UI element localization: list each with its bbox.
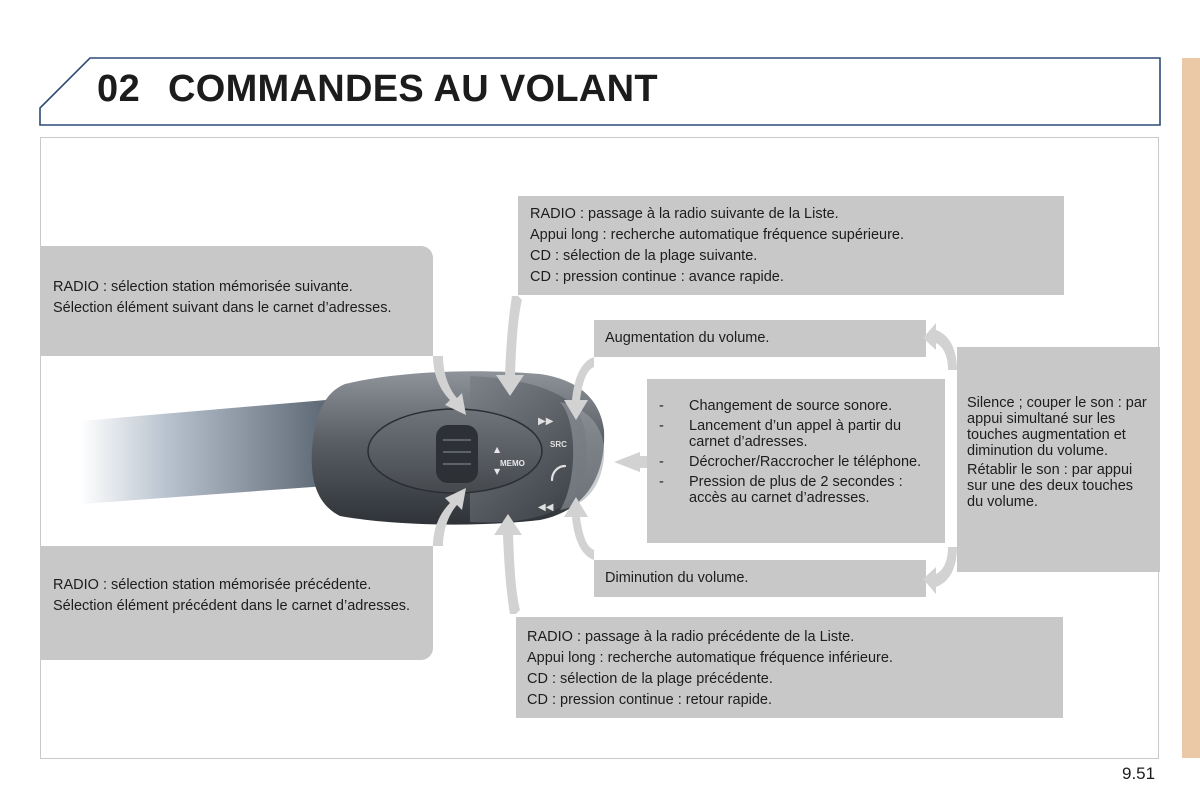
callout-text: RADIO : passage à la radio précédente de la Liste. xyxy=(527,629,855,645)
callout-text: RADIO : passage à la radio suivante de la Liste. xyxy=(530,206,839,222)
callout-text: Appui long : recherche automatique fréquence supérieure. xyxy=(530,227,905,243)
callout-text: Rétablir le son : par appui sur une des deux touches du volume. xyxy=(967,462,1134,510)
list-item: - Changement de source sonore. xyxy=(659,398,933,414)
callout-text: Silence ; couper le son : par appui simultané sur les touches augmentation et diminution du volume. xyxy=(967,395,1147,459)
callout-text: Appui long : recherche automatique fréquence inférieure. xyxy=(527,650,893,666)
memo-thumbwheel[interactable] xyxy=(436,425,478,483)
arrow-source-phone xyxy=(614,452,647,472)
memo-label: MEMO xyxy=(500,459,525,468)
stalk-arm xyxy=(80,400,326,504)
list-item: - Pression de plus de 2 secondes : accès au carnet d’adresses. xyxy=(659,474,933,506)
source-button[interactable] xyxy=(550,440,567,449)
callout-text: RADIO : sélection station mémorisée précédente. xyxy=(53,577,372,593)
arrow-mute-up xyxy=(923,323,957,370)
callout-text: Sélection élément précédent dans le carnet d’adresses. xyxy=(53,598,411,614)
page-number: 9.51 xyxy=(1122,764,1156,783)
arrow-mute-down xyxy=(923,547,957,594)
callout-text: RADIO : sélection station mémorisée suivante. xyxy=(53,279,353,295)
callout-text: CD : sélection de la plage suivante. xyxy=(530,248,758,264)
callout-text: Augmentation du volume. xyxy=(605,330,770,346)
next-track-button[interactable] xyxy=(538,416,554,427)
fast-forward-icon: ▶▶ xyxy=(538,416,554,427)
arrow-previous-station xyxy=(494,514,522,614)
callout-text: Sélection élément suivant dans le carnet d’adresses. xyxy=(53,300,392,316)
src-label: SRC xyxy=(550,440,567,449)
callout-text: Diminution du volume. xyxy=(605,570,749,586)
previous-track-button[interactable] xyxy=(538,502,554,513)
chapter-number: 02 xyxy=(97,68,141,110)
callout-text: CD : pression continue : avance rapide. xyxy=(530,269,784,285)
page-title: COMMANDES AU VOLANT xyxy=(168,68,658,110)
list-item: - Décrocher/Raccrocher le téléphone. xyxy=(659,454,933,470)
list-item: - Lancement d’un appel à partir du carnet d’adresses. xyxy=(659,418,933,450)
thumbwheel-down-icon: ▼ xyxy=(494,467,501,476)
callout-text: CD : pression continue : retour rapide. xyxy=(527,692,773,708)
callout-text: CD : sélection de la plage précédente. xyxy=(527,671,773,687)
thumbwheel-up-icon: ▲ xyxy=(494,445,501,454)
rewind-icon: ◀◀ xyxy=(538,502,554,513)
arrow-next-station xyxy=(496,296,524,396)
